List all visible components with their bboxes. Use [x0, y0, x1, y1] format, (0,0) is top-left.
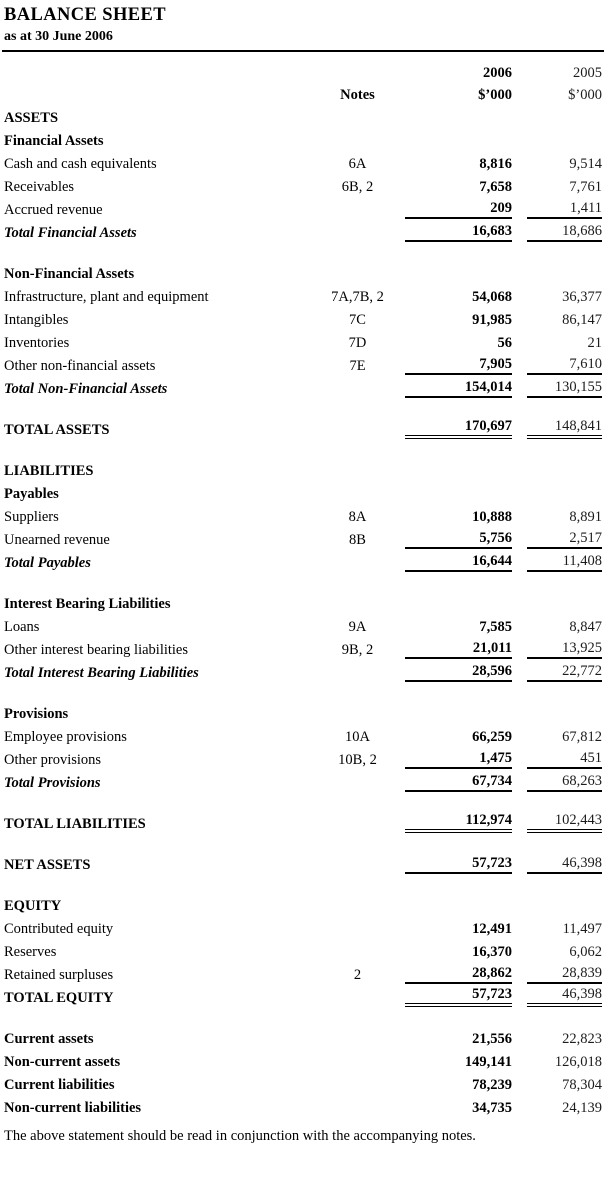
row-label: Accrued revenue — [4, 202, 103, 218]
row-total-assets — [4, 416, 602, 439]
row-label: Financial Assets — [4, 133, 104, 149]
value-2005: 24,139 — [562, 1100, 602, 1116]
row-label: Contributed equity — [4, 921, 114, 937]
value-2005: 8,891 — [569, 509, 602, 525]
row-equity — [4, 892, 602, 915]
value-2005: 7,610 — [527, 356, 602, 375]
value-2006: 7,585 — [479, 619, 512, 635]
value-2006: 112,974 — [405, 812, 512, 833]
value-2006: 78,239 — [472, 1077, 512, 1093]
row-label: TOTAL ASSETS — [4, 422, 110, 438]
row-total-financial-assets — [4, 219, 602, 242]
value-2006: 57,723 — [405, 855, 512, 874]
section-spacer — [4, 682, 602, 700]
row-interest-bearing-liabilities — [4, 590, 602, 613]
column-header-unit-2005: $’000 — [568, 87, 602, 103]
value-2006: 16,683 — [405, 223, 512, 242]
value-2006: 21,011 — [405, 640, 512, 659]
row-label: EQUITY — [4, 898, 62, 914]
value-2005: 13,925 — [527, 640, 602, 659]
row-label: Interest Bearing Liabilities — [4, 596, 171, 612]
value-2006: 149,141 — [464, 1054, 512, 1070]
row-label: Total Non-Financial Assets — [4, 381, 168, 397]
row-label: Total Interest Bearing Liabilities — [4, 665, 199, 681]
value-2005: 46,398 — [527, 986, 602, 1007]
value-2005: 7,761 — [569, 179, 602, 195]
row-infrastructure-plant-and-equipment — [4, 283, 602, 306]
section-spacer — [4, 792, 602, 810]
note-reference: 10B, 2 — [338, 752, 377, 768]
value-2005: 102,443 — [527, 812, 602, 833]
value-2006: 56 — [497, 335, 512, 351]
row-label: Infrastructure, plant and equipment — [4, 289, 209, 305]
row-accrued-revenue — [4, 196, 602, 219]
row-label: Provisions — [4, 706, 69, 722]
note-reference: 9A — [348, 619, 367, 635]
section-spacer — [4, 572, 602, 590]
note-reference: 7E — [349, 358, 366, 374]
value-2006: 10,888 — [472, 509, 512, 525]
value-2006: 154,014 — [405, 379, 512, 398]
note-reference: 7D — [348, 335, 367, 351]
row-total-payables — [4, 549, 602, 572]
row-loans — [4, 613, 602, 636]
value-2006: 66,259 — [472, 729, 512, 745]
value-2006: 16,644 — [405, 553, 512, 572]
row-reserves — [4, 938, 602, 961]
value-2005: 6,062 — [569, 944, 602, 960]
row-liabilities — [4, 457, 602, 480]
value-2006: 91,985 — [472, 312, 512, 328]
value-2006: 5,756 — [405, 530, 512, 549]
row-label: TOTAL LIABILITIES — [4, 816, 146, 832]
row-label: Other provisions — [4, 752, 102, 768]
column-header-year-2005: 2005 — [573, 65, 602, 81]
row-non-financial-assets — [4, 260, 602, 283]
row-label: TOTAL EQUITY — [4, 990, 114, 1006]
note-reference: 7C — [349, 312, 366, 328]
row-label: Retained surpluses — [4, 967, 114, 983]
value-2006: 57,723 — [405, 986, 512, 1007]
row-payables — [4, 480, 602, 503]
row-label: Reserves — [4, 944, 57, 960]
page-subtitle: as at 30 June 2006 — [4, 29, 113, 44]
note-reference: 8A — [348, 509, 367, 525]
value-2005: 46,398 — [527, 855, 602, 874]
value-2005: 1,411 — [527, 200, 602, 219]
header-rule — [2, 50, 604, 52]
value-2005: 9,514 — [569, 156, 602, 172]
row-label: Total Provisions — [4, 775, 101, 791]
value-2005: 11,408 — [527, 553, 602, 572]
value-2006: 67,734 — [405, 773, 512, 792]
row-other-non-financial-assets — [4, 352, 602, 375]
row-unearned-revenue — [4, 526, 602, 549]
value-2005: 8,847 — [569, 619, 602, 635]
section-spacer — [4, 833, 602, 851]
value-2006: 54,068 — [472, 289, 512, 305]
row-receivables — [4, 173, 602, 196]
note-reference: 9B, 2 — [341, 642, 374, 658]
section-spacer — [4, 242, 602, 260]
value-2005: 22,772 — [527, 663, 602, 682]
row-label: Non-current assets — [4, 1054, 121, 1070]
note-reference: 2 — [353, 967, 362, 983]
value-2006: 7,905 — [405, 356, 512, 375]
section-spacer — [4, 874, 602, 892]
row-label: Non-current liabilities — [4, 1100, 142, 1116]
row-current-assets — [4, 1025, 602, 1048]
value-2006: 8,816 — [479, 156, 512, 172]
row-label: Other non-financial assets — [4, 358, 156, 374]
row-suppliers — [4, 503, 602, 526]
value-2006: 170,697 — [405, 418, 512, 439]
row-label: Total Financial Assets — [4, 225, 137, 241]
value-2005: 18,686 — [527, 223, 602, 242]
row-label: Other interest bearing liabilities — [4, 642, 189, 658]
row-provisions — [4, 700, 602, 723]
row-total-equity — [4, 984, 602, 1007]
value-2006: 21,556 — [472, 1031, 512, 1047]
row-non-current-liabilities — [4, 1094, 602, 1117]
row-label: Total Payables — [4, 555, 91, 571]
row-cash-and-cash-equivalents — [4, 150, 602, 173]
value-2005: 2,517 — [527, 530, 602, 549]
value-2005: 78,304 — [562, 1077, 602, 1093]
row-contributed-equity — [4, 915, 602, 938]
balance-sheet-table — [4, 104, 602, 1117]
column-header-notes: Notes — [340, 87, 375, 103]
column-header-row-units — [4, 82, 602, 104]
row-total-provisions — [4, 769, 602, 792]
value-2005: 86,147 — [562, 312, 602, 328]
value-2005: 148,841 — [527, 418, 602, 439]
value-2005: 67,812 — [562, 729, 602, 745]
value-2005: 21 — [587, 335, 602, 351]
row-label: Current assets — [4, 1031, 94, 1047]
value-2006: 16,370 — [472, 944, 512, 960]
note-reference: 6B, 2 — [341, 179, 374, 195]
row-retained-surpluses — [4, 961, 602, 984]
row-assets — [4, 104, 602, 127]
row-total-liabilities — [4, 810, 602, 833]
note-reference: 6A — [348, 156, 367, 172]
row-other-provisions — [4, 746, 602, 769]
section-spacer — [4, 439, 602, 457]
row-label: Suppliers — [4, 509, 59, 525]
value-2005: 36,377 — [562, 289, 602, 305]
section-spacer — [4, 398, 602, 416]
value-2006: 28,862 — [405, 965, 512, 984]
section-spacer — [4, 1007, 602, 1025]
row-label: ASSETS — [4, 110, 59, 126]
value-2005: 451 — [527, 750, 602, 769]
row-label: Employee provisions — [4, 729, 127, 745]
value-2006: 12,491 — [472, 921, 512, 937]
row-employee-provisions — [4, 723, 602, 746]
value-2006: 209 — [405, 200, 512, 219]
value-2005: 130,155 — [527, 379, 602, 398]
note-reference: 10A — [345, 729, 370, 745]
value-2006: 34,735 — [472, 1100, 512, 1116]
row-label: Loans — [4, 619, 40, 635]
row-label: Current liabilities — [4, 1077, 115, 1093]
value-2005: 126,018 — [554, 1054, 602, 1070]
page-title: BALANCE SHEET — [4, 5, 166, 25]
row-total-interest-bearing-liabilities — [4, 659, 602, 682]
row-total-non-financial-assets — [4, 375, 602, 398]
row-label: Inventories — [4, 335, 70, 351]
column-header-year-2006: 2006 — [483, 65, 512, 81]
value-2006: 28,596 — [405, 663, 512, 682]
row-net-assets — [4, 851, 602, 874]
value-2005: 28,839 — [527, 965, 602, 984]
value-2005: 68,263 — [527, 773, 602, 792]
row-label: Non-Financial Assets — [4, 266, 135, 282]
column-header-row-years — [4, 60, 602, 82]
row-other-interest-bearing-liabilities — [4, 636, 602, 659]
row-intangibles — [4, 306, 602, 329]
row-label: LIABILITIES — [4, 463, 94, 479]
row-financial-assets — [4, 127, 602, 150]
value-2005: 22,823 — [562, 1031, 602, 1047]
footer-note: The above statement should be read in conjunction with the accompanying notes. — [4, 1128, 476, 1144]
row-label: Receivables — [4, 179, 75, 195]
row-non-current-assets — [4, 1048, 602, 1071]
value-2005: 11,497 — [562, 921, 602, 937]
row-label: Payables — [4, 486, 59, 502]
value-2006: 7,658 — [479, 179, 512, 195]
value-2006: 1,475 — [405, 750, 512, 769]
row-inventories — [4, 329, 602, 352]
row-current-liabilities — [4, 1071, 602, 1094]
note-reference: 7A,7B, 2 — [331, 289, 384, 305]
row-label: Unearned revenue — [4, 532, 110, 548]
row-label: NET ASSETS — [4, 857, 91, 873]
row-label: Intangibles — [4, 312, 69, 328]
column-header-unit-2006: $’000 — [478, 87, 512, 103]
row-label: Cash and cash equivalents — [4, 156, 157, 172]
note-reference: 8B — [349, 532, 366, 548]
